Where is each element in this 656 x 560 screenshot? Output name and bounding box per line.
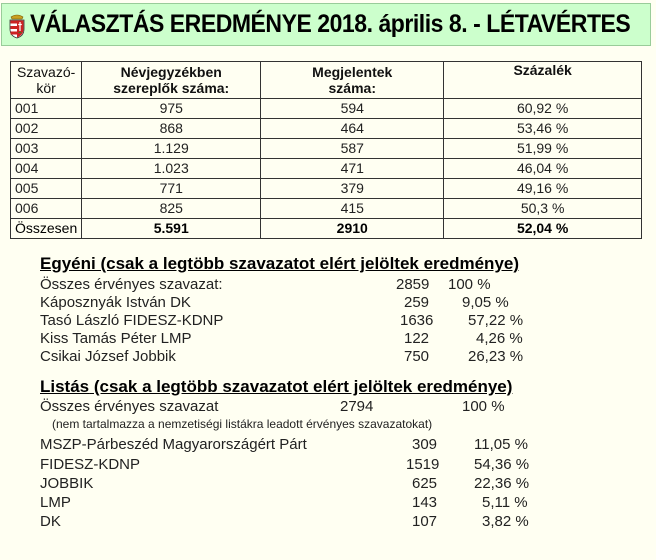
header-registered — [82, 62, 261, 99]
header-percent — [444, 62, 642, 99]
list-party-name: FIDESZ-KDNP — [40, 456, 141, 473]
district-cell: 001 — [11, 99, 82, 119]
individual-name: Káposznyák István DK — [40, 294, 191, 311]
turnout-table — [10, 61, 642, 239]
percent-cell: 53,46 % — [444, 119, 642, 139]
percent-cell: 46,04 % — [444, 159, 642, 179]
header-percent-label: Százalék — [513, 62, 572, 78]
list-party-votes: 625 — [412, 475, 438, 492]
list-party-votes: 309 — [412, 436, 438, 453]
header-district-label: Szavazó- kör — [16, 64, 76, 96]
individual-votes: 259 — [404, 294, 430, 311]
individual-name: Kiss Tamás Péter LMP — [40, 330, 192, 347]
individual-votes: 750 — [404, 348, 430, 365]
district-cell: 002 — [11, 119, 82, 139]
total-percent-cell: 52,04 % — [444, 219, 642, 239]
individual-percent: 26,23 % — [468, 348, 524, 365]
table-total-row — [11, 219, 642, 239]
list-note: (nem tartalmazza a nemzetiségi listákra leadott érvényes szavazatokat) — [52, 417, 433, 431]
individual-percent: 100 % — [448, 276, 491, 293]
registered-cell: 1.023 — [82, 159, 261, 179]
list-party-votes: 143 — [412, 494, 438, 511]
hungarian-coat-of-arms-icon — [7, 11, 27, 39]
list-total-percent: 100 % — [462, 398, 505, 415]
table-row — [11, 179, 642, 199]
header-turnout-label: Megjelentek száma: — [312, 64, 393, 96]
page-title: VÁLASZTÁS EREDMÉNYE 2018. április 8. - LÉTAVÉRTES — [30, 10, 631, 38]
district-cell: 006 — [11, 199, 82, 219]
table-row — [11, 99, 642, 119]
turnout-cell: 379 — [261, 179, 444, 199]
list-total-label: Összes érvényes szavazat — [40, 398, 219, 415]
individual-name: Tasó László FIDESZ-KDNP — [40, 312, 224, 329]
individual-votes: 2859 — [396, 276, 430, 293]
individual-votes: 122 — [404, 330, 430, 347]
total-turnout-cell: 2910 — [261, 219, 444, 239]
individual-percent: 57,22 % — [468, 312, 524, 329]
turnout-cell: 464 — [261, 119, 444, 139]
header-district — [11, 62, 82, 99]
list-total-votes: 2794 — [340, 398, 374, 415]
percent-cell: 51,99 % — [444, 139, 642, 159]
list-party-name: JOBBIK — [40, 475, 94, 492]
list-party-percent: 3,82 % — [482, 513, 529, 530]
list-party-percent: 22,36 % — [474, 475, 530, 492]
registered-cell: 975 — [82, 99, 261, 119]
list-section-title-lead: Listás — [40, 377, 90, 396]
turnout-cell: 471 — [261, 159, 444, 179]
list-party-name: DK — [40, 513, 61, 530]
header-turnout — [261, 62, 444, 99]
district-cell: 003 — [11, 139, 82, 159]
table-row — [11, 119, 642, 139]
percent-cell: 50,3 % — [444, 199, 642, 219]
percent-cell: 49,16 % — [444, 179, 642, 199]
individual-votes: 1636 — [400, 312, 434, 329]
list-party-percent: 54,36 % — [474, 456, 530, 473]
list-section-title — [40, 377, 512, 397]
registered-cell: 868 — [82, 119, 261, 139]
turnout-cell: 415 — [261, 199, 444, 219]
list-party-name: MSZP-Párbeszéd Magyarországért Párt — [40, 436, 307, 453]
individual-name: Összes érvényes szavazat: — [40, 276, 223, 293]
header-registered-label: Névjegyzékben szereplők száma: — [113, 64, 230, 96]
list-party-votes: 1519 — [406, 456, 440, 473]
individual-name: Csikai József Jobbik — [40, 348, 176, 365]
list-party-percent: 11,05 % — [474, 436, 528, 453]
district-cell: 005 — [11, 179, 82, 199]
total-label-cell: Összesen — [11, 219, 82, 239]
registered-cell: 825 — [82, 199, 261, 219]
list-party-name: LMP — [40, 494, 71, 511]
district-cell: 004 — [11, 159, 82, 179]
turnout-cell: 587 — [261, 139, 444, 159]
individual-section-title: Egyéni (csak a legtöbb szavazatot elért jelöltek eredménye) — [40, 254, 520, 273]
registered-cell: 1.129 — [82, 139, 261, 159]
total-registered-cell: 5.591 — [82, 219, 261, 239]
list-party-votes: 107 — [412, 513, 438, 530]
table-header-row — [11, 62, 642, 99]
table-row — [11, 199, 642, 219]
table-row — [11, 139, 642, 159]
percent-cell: 60,92 % — [444, 99, 642, 119]
registered-cell: 771 — [82, 179, 261, 199]
table-row — [11, 159, 642, 179]
individual-percent: 9,05 % — [462, 294, 509, 311]
turnout-cell: 594 — [261, 99, 444, 119]
title-bar — [1, 3, 651, 46]
list-party-percent: 5,11 % — [482, 494, 528, 511]
individual-percent: 4,26 % — [476, 330, 523, 347]
list-section-title-rest: (csak a legtöbb szavazatot elért jelöltek eredménye) — [89, 377, 513, 396]
